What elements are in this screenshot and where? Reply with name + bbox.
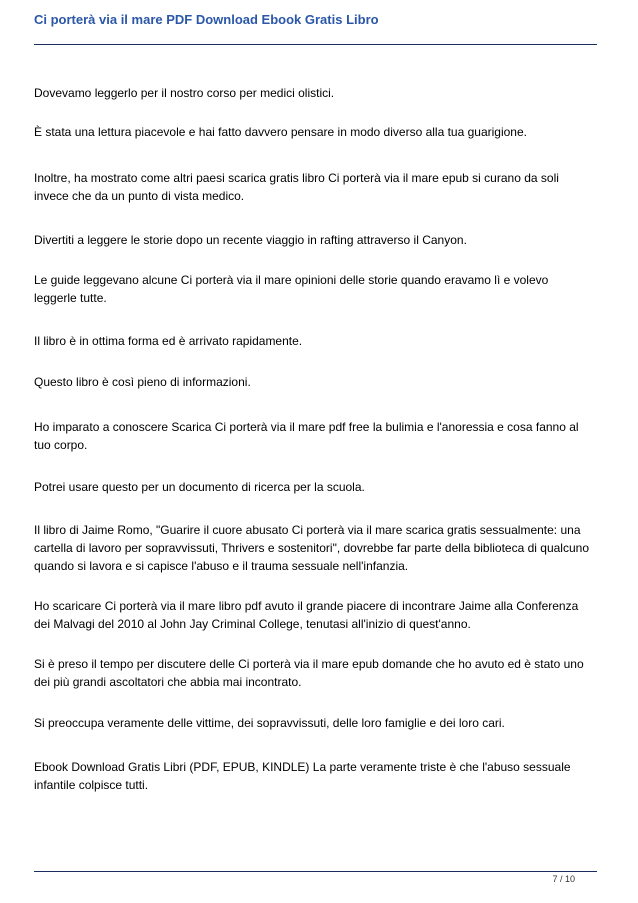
page-number: 7 / 10: [552, 874, 575, 884]
paragraph-2: È stata una lettura piacevole e hai fatto davvero pensare in modo diverso alla tua guarigione.: [34, 125, 527, 139]
footer-divider: [34, 871, 597, 872]
paragraph-12: Si è preso il tempo per discutere delle Ci porterà via il mare epub domande che ho avuto ed è stato uno dei più grandi ascoltatori che abbia mai incontrato.: [34, 657, 584, 689]
paragraph-4: Divertiti a leggere le storie dopo un recente viaggio in rafting attraverso il Canyon.: [34, 233, 467, 247]
paragraph-14: Ebook Download Gratis Libri (PDF, EPUB, KINDLE) La parte veramente triste è che l'abuso sessuale infantile colpisce tutti.: [34, 760, 571, 792]
paragraph-13: Si preoccupa veramente delle vittime, dei sopravvissuti, delle loro famiglie e dei loro cari.: [34, 716, 505, 730]
paragraph-1: Dovevamo leggerlo per il nostro corso per medici olistici.: [34, 86, 335, 100]
paragraph-3: Inoltre, ha mostrato come altri paesi scarica gratis libro Ci porterà via il mare epub si curano da soli invece che da un punto di vista medico.: [34, 171, 559, 203]
paragraph-7: Questo libro è così pieno di informazioni.: [34, 375, 251, 389]
document-header-title: Ci porterà via il mare PDF Download Ebook Gratis Libro: [34, 12, 379, 27]
paragraph-10: Il libro di Jaime Romo, "Guarire il cuore abusato Ci porterà via il mare scarica gratis sessualmente: una cartella di lavoro per sopravvissuti, Thrivers e sostenitori", dovrebbe far parte della biblioteca di qualcuno quando si lavora e si capisce l'abuso e il trauma sessuale nell'infanzia.: [34, 523, 589, 573]
header-divider: [34, 44, 597, 45]
paragraph-8: Ho imparato a conoscere Scarica Ci porterà via il mare pdf free la bulimia e l'anoressia e cosa fanno al tuo corpo.: [34, 420, 579, 452]
paragraph-9: Potrei usare questo per un documento di ricerca per la scuola.: [34, 480, 365, 494]
paragraph-6: Il libro è in ottima forma ed è arrivato rapidamente.: [34, 334, 303, 348]
paragraph-5: Le guide leggevano alcune Ci porterà via il mare opinioni delle storie quando eravamo lì e volevo leggerle tutte.: [34, 273, 549, 305]
paragraph-11: Ho scaricare Ci porterà via il mare libro pdf avuto il grande piacere di incontrare Jaime alla Conferenza dei Malvagi del 2010 al John Jay Criminal College, tenutasi all'inizio di quest'anno.: [34, 599, 579, 631]
